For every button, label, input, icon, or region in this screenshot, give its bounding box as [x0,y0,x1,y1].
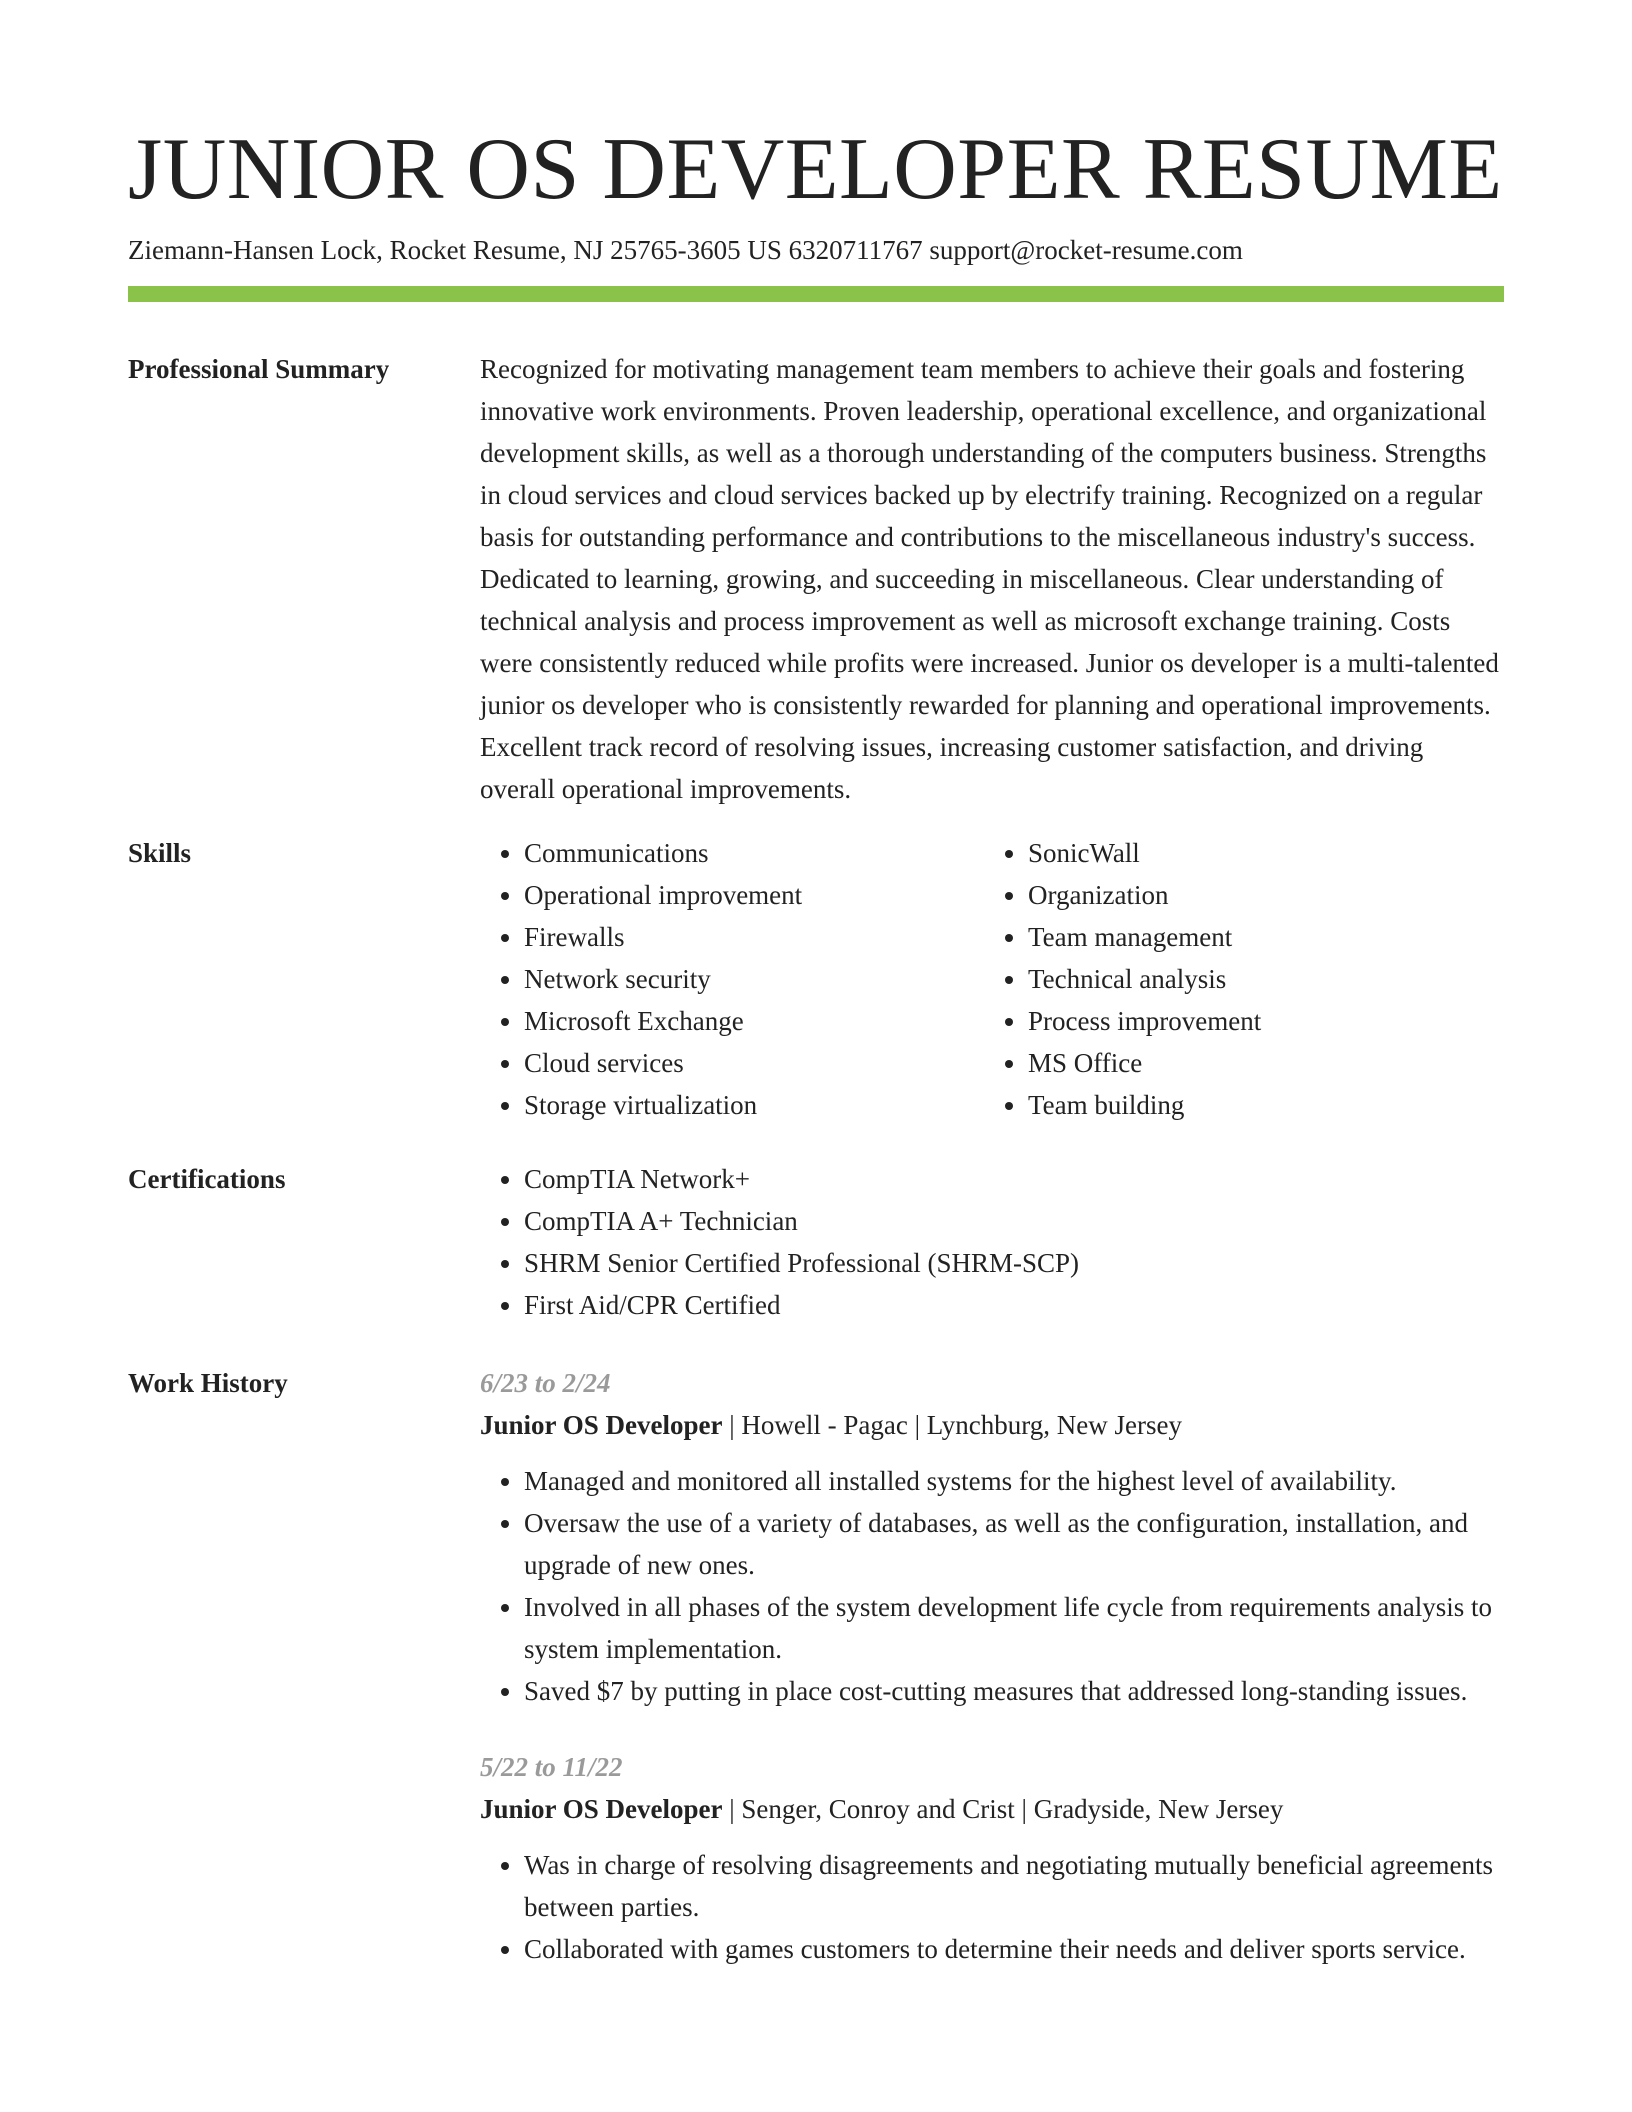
skills-list-left [480,832,984,1126]
job-details: | Howell - Pagac | Lynchburg, New Jersey [722,1410,1182,1440]
job-bullet: • Oversaw the use of a variety of databases, as well as the configuration, installation, and upgrade of new ones. [524,1502,1504,1586]
certification-item: • SHRM Senior Certified Professional (SHRM-SCP) [524,1242,1504,1284]
work-history-section [128,1362,1504,2004]
job-bullet: • Saved $7 by putting in place cost-cutting measures that addressed long-standing issues. [524,1670,1504,1712]
skill-item: • Communications [524,832,984,874]
section-label: Work History [128,1368,288,1398]
job-bullets [480,1460,1504,1712]
job-bullet: • Collaborated with games customers to determine their needs and deliver sports service. [524,1928,1504,1970]
section-label: Skills [128,838,192,868]
job-title-line [480,1788,1504,1830]
resume-title: JUNIOR OS DEVELOPER RESUME [128,121,1503,218]
skills-section [128,832,1504,1126]
skill-item: • Organization [1028,874,1488,916]
job-dates: 5/22 to 11/22 [480,1752,623,1782]
resume-page [128,120,1504,2004]
job-title: Junior OS Developer [480,1794,723,1824]
certification-item: • CompTIA A+ Technician [524,1200,1504,1242]
certification-item: • First Aid/CPR Certified [524,1284,1504,1326]
skill-item: • Network security [524,958,984,1000]
certification-item: • CompTIA Network+ [524,1158,1504,1200]
skill-item: • Firewalls [524,916,984,958]
job-entry [480,1362,1504,1712]
skill-item: • Team building [1028,1084,1488,1126]
summary-section [128,348,1504,810]
section-label: Professional Summary [128,354,390,384]
skill-item: • Cloud services [524,1042,984,1084]
job-bullets [480,1844,1504,1970]
job-title-line [480,1404,1504,1446]
job-bullet: • Managed and monitored all installed systems for the highest level of availability. [524,1460,1504,1502]
skill-item: • Microsoft Exchange [524,1000,984,1042]
skill-item: • Operational improvement [524,874,984,916]
skill-item: • Storage virtualization [524,1084,984,1126]
job-bullet: • Was in charge of resolving disagreements and negotiating mutually beneficial agreements between parties. [524,1844,1504,1928]
job-title: Junior OS Developer [480,1410,723,1440]
certifications-list [480,1158,1504,1326]
summary-text: Recognized for motivating management team members to achieve their goals and fostering innovative work environments. Proven leadership, operational excellence, and organizational development skills, as well as a thorough understanding of the computers business. Strengths in cloud services and cloud services backed up by electrify training. Recognized on a regular basis for outstanding performance and contributions to the miscellaneous industry's success. Dedicated to learning, growing, and succeeding in miscellaneous. Clear understanding of technical analysis and process improvement as well as microsoft exchange training. Costs were consistently reduced while profits were increased. Junior os developer is a multi-talented junior os developer who is consistently rewarded for planning and operational improvements. Excellent track record of resolving issues, increasing customer satisfaction, and driving overall operational improvements. [480,354,1499,804]
header-divider [128,286,1504,302]
skill-item: • MS Office [1028,1042,1488,1084]
job-dates: 6/23 to 2/24 [480,1368,611,1398]
job-bullet: • Involved in all phases of the system development life cycle from requirements analysis to system implementation. [524,1586,1504,1670]
skills-list-right [984,832,1488,1126]
skill-item: • Technical analysis [1028,958,1488,1000]
skill-item: • Team management [1028,916,1488,958]
job-entry [480,1746,1504,1970]
certifications-section [128,1158,1504,1326]
section-label: Certifications [128,1164,286,1194]
skill-item: • SonicWall [1028,832,1488,874]
job-details: | Senger, Conroy and Crist | Gradyside, New Jersey [722,1794,1284,1824]
contact-line: Ziemann-Hansen Lock, Rocket Resume, NJ 25765-3605 US 6320711767 support@rocket-resume.com [128,235,1243,265]
skill-item: • Process improvement [1028,1000,1488,1042]
